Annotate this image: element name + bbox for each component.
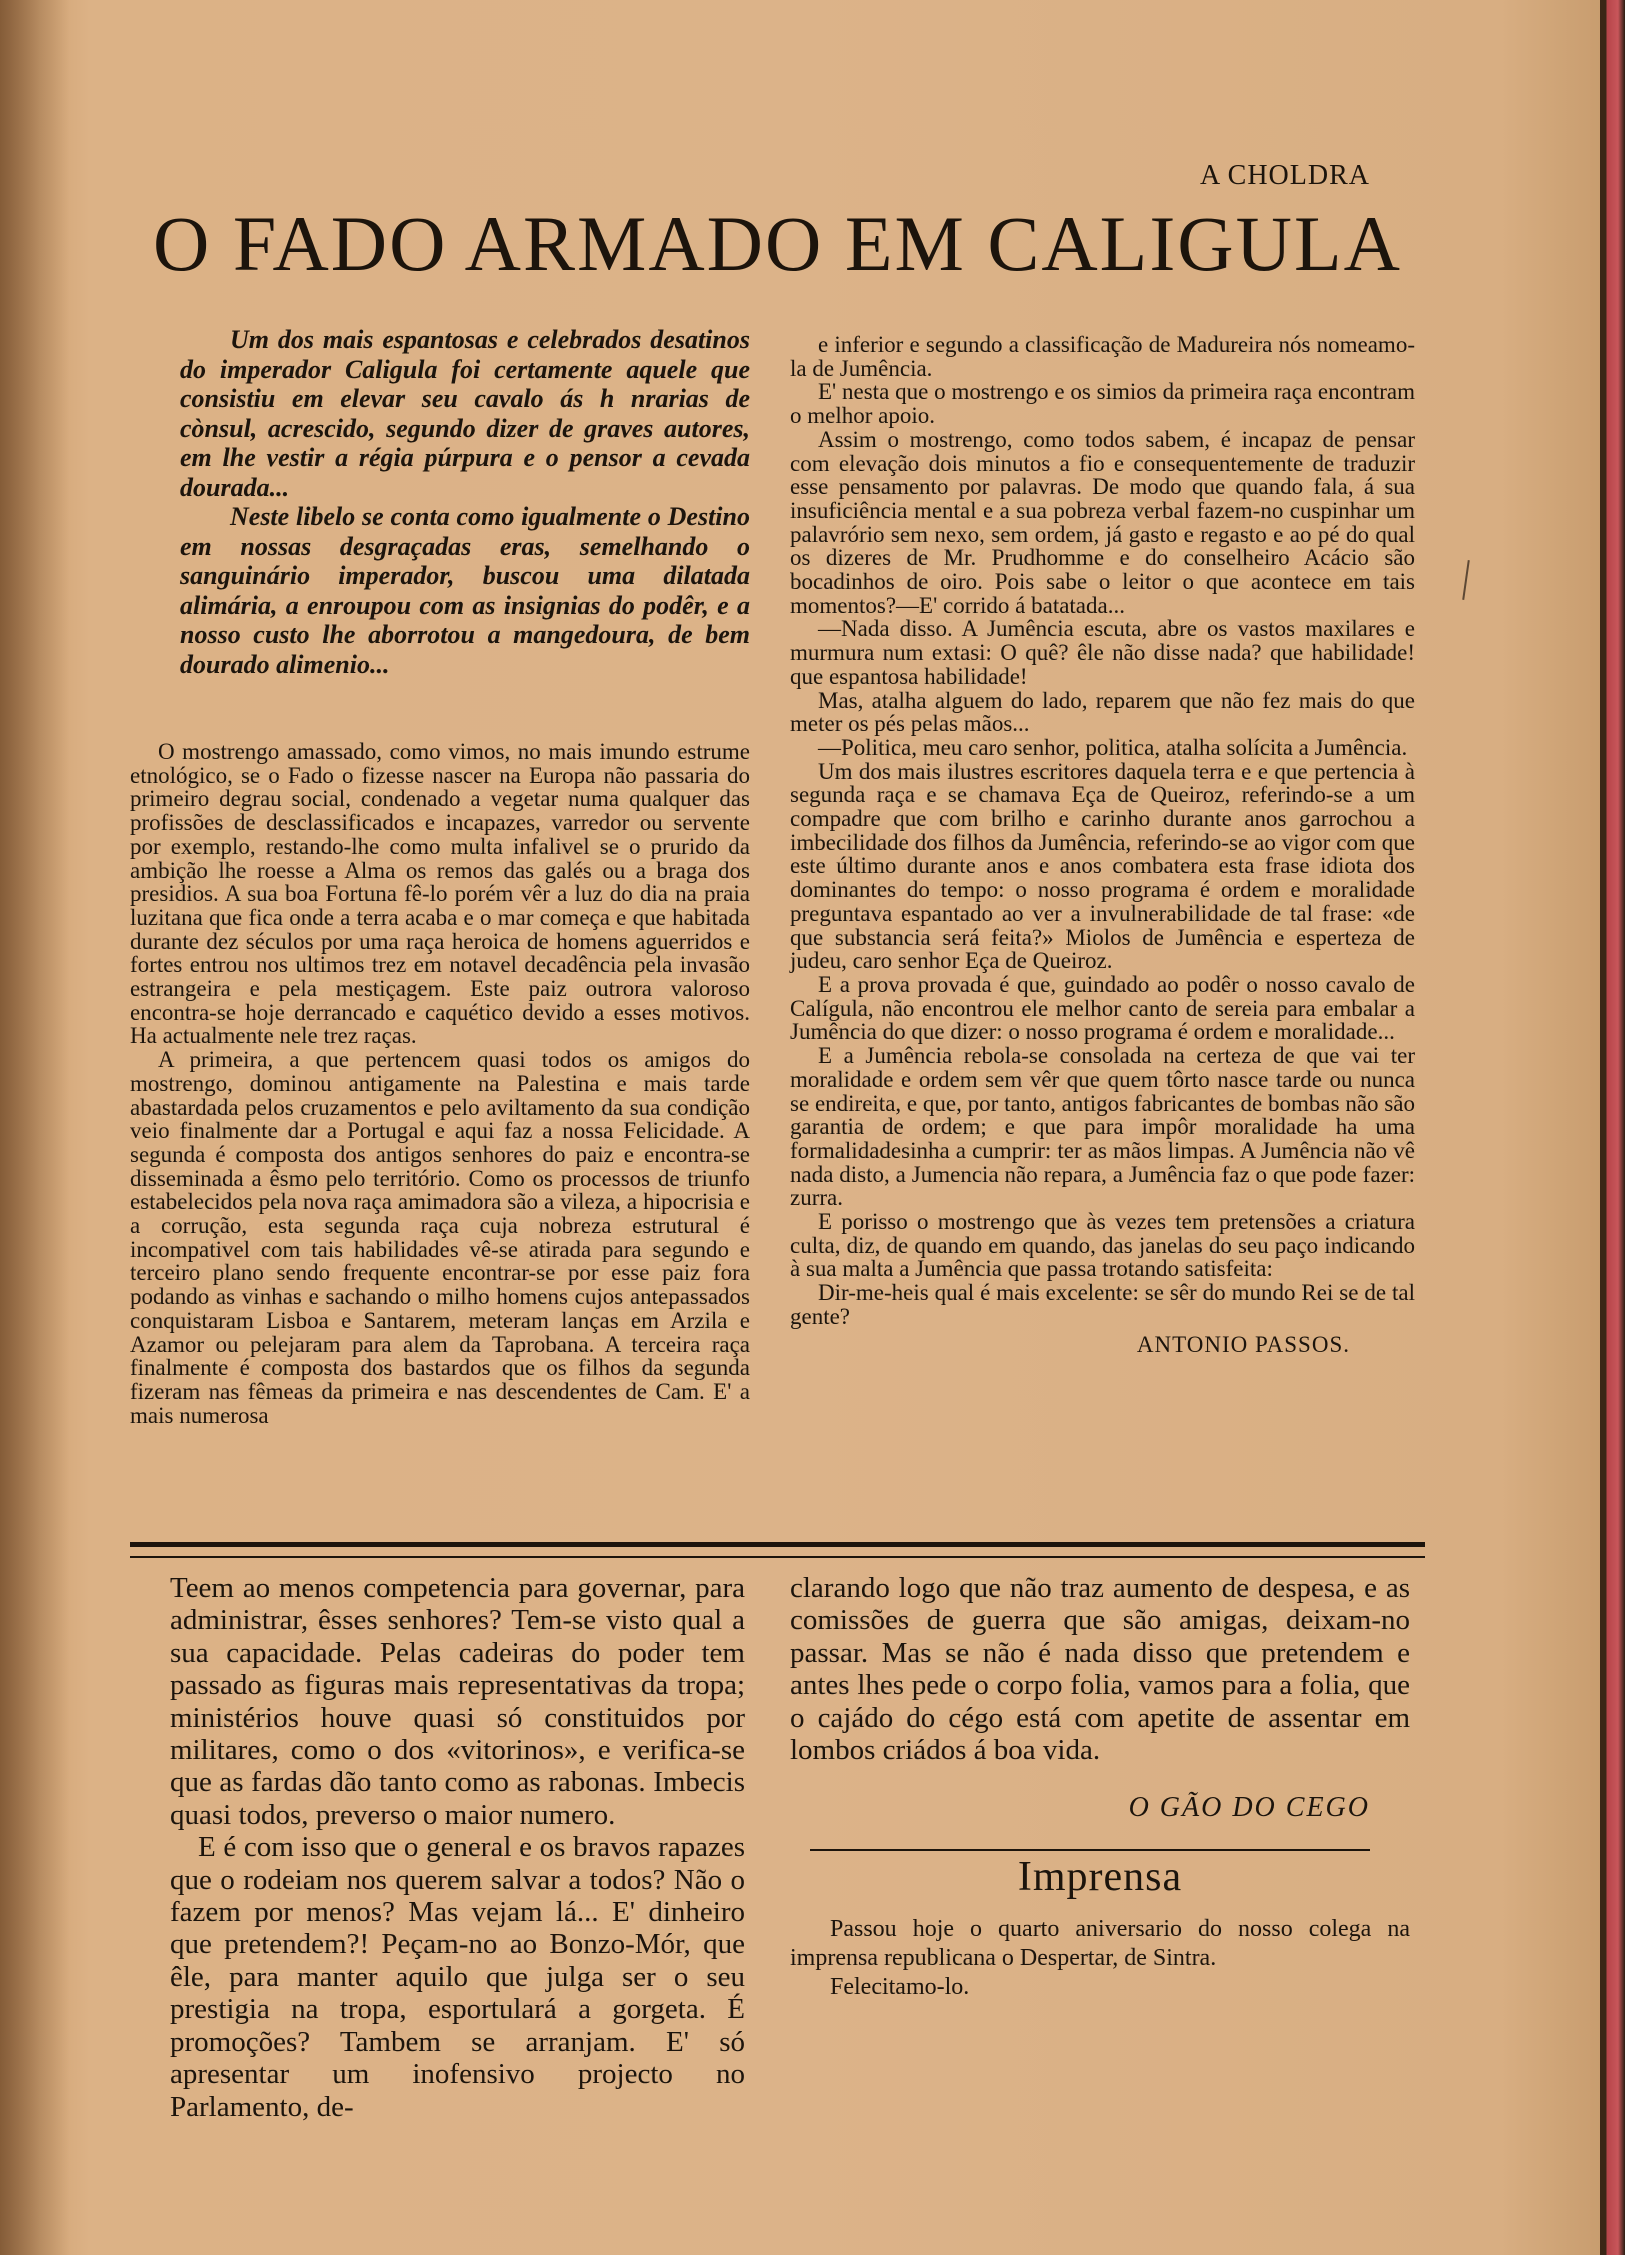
- article-paragraph: Mas, atalha alguem do lado, reparem que não fez mais do que meter os pés pelas mãos...: [790, 687, 1415, 737]
- second-article-paragraph: clarando logo que não traz aumento de despesa, e as comissões de guerra que são amigas, deixam-no passar. Mas se não é nada disso que pretendem e antes lhes pede o corpo folia, vamos para a folia, que o cajádo do cégo está com apetite de assentar em lombos criádos á boa vida.: [790, 1572, 1410, 1767]
- margin-mark: [1462, 560, 1470, 600]
- article-column-left: [130, 740, 750, 1427]
- short-divider: [810, 1849, 1370, 1851]
- second-article-right: [790, 1572, 1410, 2002]
- article-column-right: [790, 333, 1415, 1356]
- epigraph-paragraph: Um dos mais espantosas e celebrados desatinos do imperador Caligula foi certamente aquele que consistiu em elevar seu cavalo ás h nrarias de cònsul, acrescido, segundo dizer de graves autores, em lhe vestir a régia púrpura e o pensor a cevada dourada...: [180, 325, 750, 502]
- article-paragraph: O mostrengo amassado, como vimos, no mais imundo estrume etnológico, se o Fado o fizesse nascer na Europa não passaria do primeiro degrau social, condenado a vegetar numa qualquer das profissões de desclassificados e incapazes, varredor ou servente por exemplo, restando-lhe como multa infalivel se o prurido da ambição lhe roesse a Alma os remos das galés ou a braga dos presidios. A sua boa Fortuna fê-lo porém vêr a luz do dia na praia luzitana que fica onde a terra acaba e o mar começa e que habitada durante dez séculos por uma raça heroica de homens aguerridos e fortes entrou nos ultimos trez em notavel decadência pela invasão estrangeira e pela mestiçagem. Este paiz outrora valoroso encontra-se hoje derrancado e caquético devido a esses motivos. Ha actualmente nele trez raças.: [130, 739, 750, 1049]
- press-notice: [790, 1915, 1410, 2002]
- press-paragraph: Passou hoje o quarto aniversario do nosso colega na imprensa republicana o Despertar, de Sintra.: [790, 1916, 1410, 1972]
- section-label: A CHOLDRA: [1199, 160, 1370, 191]
- article-paragraph: E porisso o mostrengo que às vezes tem pretensões a criatura culta, diz, de quando em quando, das janelas do seu paço indicando à sua malta a Jumência que passa trotando satisfeita:: [790, 1209, 1415, 1282]
- article-paragraph: E' nesta que o mostrengo e os simios da primeira raça encontram o melhor apoio.: [790, 379, 1415, 429]
- article-paragraph: A primeira, a que pertencem quasi todos os amigos do mostrengo, dominou antigamente na Palestina e mais tarde abastardada pelos cruzamentos e pelo aviltamento da sua condição veio finalmente dar a Portugal e aqui faz a nossa Felicidade. A segunda é composta dos antigos senhores do paiz e encontra-se disseminada a êsmo pelo território. Como os processos de triunfo estabelecidos pela nova raça amimadora são a vileza, a hipocrisia e a corrução, esta segunda raça cuja nobreza estrutural é incompativel com tais habilidades vê-se atirada para segundo e terceiro plano sendo frequente encontrar-se por esse paiz fora podando as vinhas e sachando o milho homens cujos antepassados conquistaram Lisboa e Santarem, meteram lanças em Arzila e Azamor ou pelejaram para alem da Taprobana. A terceira raça finalmente é composta dos bastardos que os filhos da segunda fizeram nas fêmeas da primeira e nas descendentes de Cam. E' a mais numerosa: [130, 1047, 750, 1428]
- article-paragraph: —Nada disso. A Jumência escuta, abre os vastos maxilares e murmura num extasi: O quê? êle não disse nada? que habilidade! que espantosa habilidade!: [790, 616, 1415, 689]
- second-article-author: O GÃO DO CEGO: [1128, 1792, 1370, 1824]
- article-paragraph: Dir-me-heis qual é mais excelente: se sêr do mundo Rei se de tal gente?: [790, 1280, 1415, 1329]
- page-edge: [1600, 0, 1625, 2255]
- article-paragraph: Um dos mais ilustres escritores daquela terra e e que pertencia à segunda raça e se chamava Eça de Queiroz, referindo-se a um compadre que com brilho e carinho durante anos garrochou a imbecilidade dos filhos da Jumência, referindo-se ao vigor com que este último durante anos e anos combatera esta frase idiota dos dominantes do tempo: o nosso programa é ordem e moralidade preguntava espantado ao ver a invulnerabilidade de tal frase: «de que substancia será feita?» Miolos de Jumência e esperteza de judeu, caro senhor Eça de Queiroz.: [790, 758, 1415, 974]
- article-paragraph: e inferior e segundo a classificação de Madureira nós nomeamo-la de Jumência.: [790, 332, 1415, 381]
- article-paragraph: E a prova provada é que, guindado ao podêr o nosso cavalo de Calígula, não encontrou ele melhor canto de sereia para embalar a Jumência do que dizer: o nosso programa é ordem e moralidade...: [790, 971, 1415, 1045]
- second-article-paragraph: E é com isso que o general e os bravos rapazes que o rodeiam nos querem salvar a todos? Não o fazem por menos? Mas vejam lá... E' dinheiro que pretendem?! Peçam-no ao Bonzo-Mór, que êle, para manter aquilo que julga ser o seu prestigia na tropa, esportulará a gorgeta. É promoções? Tambem se arranjam. E' só apresentar um inofensivo projecto no Parlamento, de-: [170, 1831, 745, 2123]
- spine-shadow: [0, 0, 70, 2255]
- epigraph: [180, 325, 750, 679]
- article-author: ANTONIO PASSOS.: [1136, 1331, 1350, 1357]
- second-article-left: [170, 1572, 745, 2123]
- epigraph-paragraph: Neste libelo se conta como igualmente o Destino em nossas desgraçadas eras, semelhando o sanguinário imperador, buscou uma dilatada alimária, a enroupou com as insignias do podêr, e a nosso custo lhe aborrotou a mangedoura, de bem dourado alimenio...: [180, 502, 750, 679]
- article-paragraph: Assim o mostrengo, como todos sabem, é incapaz de pensar com elevação dois minutos a fio e consequentemente de traduzir esse pensamento por palavras. De modo que quando fala, á sua insuficiência mental e a sua pobreza verbal fazem-no cuspinhar um palavrório sem nexo, sem ordem, já gasto e regasto e ao pé do qual os dizeres de Mr. Prudhomme e do conselheiro Acácio são bocadinhos de oiro. Pois sabe o leitor o que acontece em tais momentos?—E' corrido á batatada...: [790, 426, 1415, 618]
- second-article-paragraph: Teem ao menos competencia para governar, para administrar, êsses senhores? Tem-se visto qual a sua capacidade. Pelas cadeiras do poder tem passado as figuras mais representativas da tropa; ministérios houve quasi só constituidos por militares, como o dos «vitorinos», e verifica-se que as fardas dão tanto como as rabonas. Imbecis quasi todos, preverso o maior numero.: [170, 1572, 745, 1831]
- section-divider: [130, 1542, 1425, 1558]
- article-paragraph: —Politica, meu caro senhor, politica, atalha solícita a Jumência.: [818, 734, 1408, 760]
- press-paragraph: Felecitamo-lo.: [830, 1974, 970, 2001]
- headline: O FADO ARMADO EM CALIGULA: [153, 200, 1402, 287]
- press-section-title: Imprensa: [1017, 1853, 1183, 1900]
- article-paragraph: E a Jumência rebola-se consolada na certeza de que vai ter moralidade e ordem sem vêr que quem tôrto nasce tarde ou nunca se endireita, e que, por tanto, antigos fabricantes de bombas não são garantia de ordem; e que para impôr moralidade ha uma formalidadesinha a cumprir: ter as mãos limpas. A Jumência não vê nada disto, a Jumencia não repara, a Jumência faz o que pode fazer: zurra.: [790, 1043, 1415, 1211]
